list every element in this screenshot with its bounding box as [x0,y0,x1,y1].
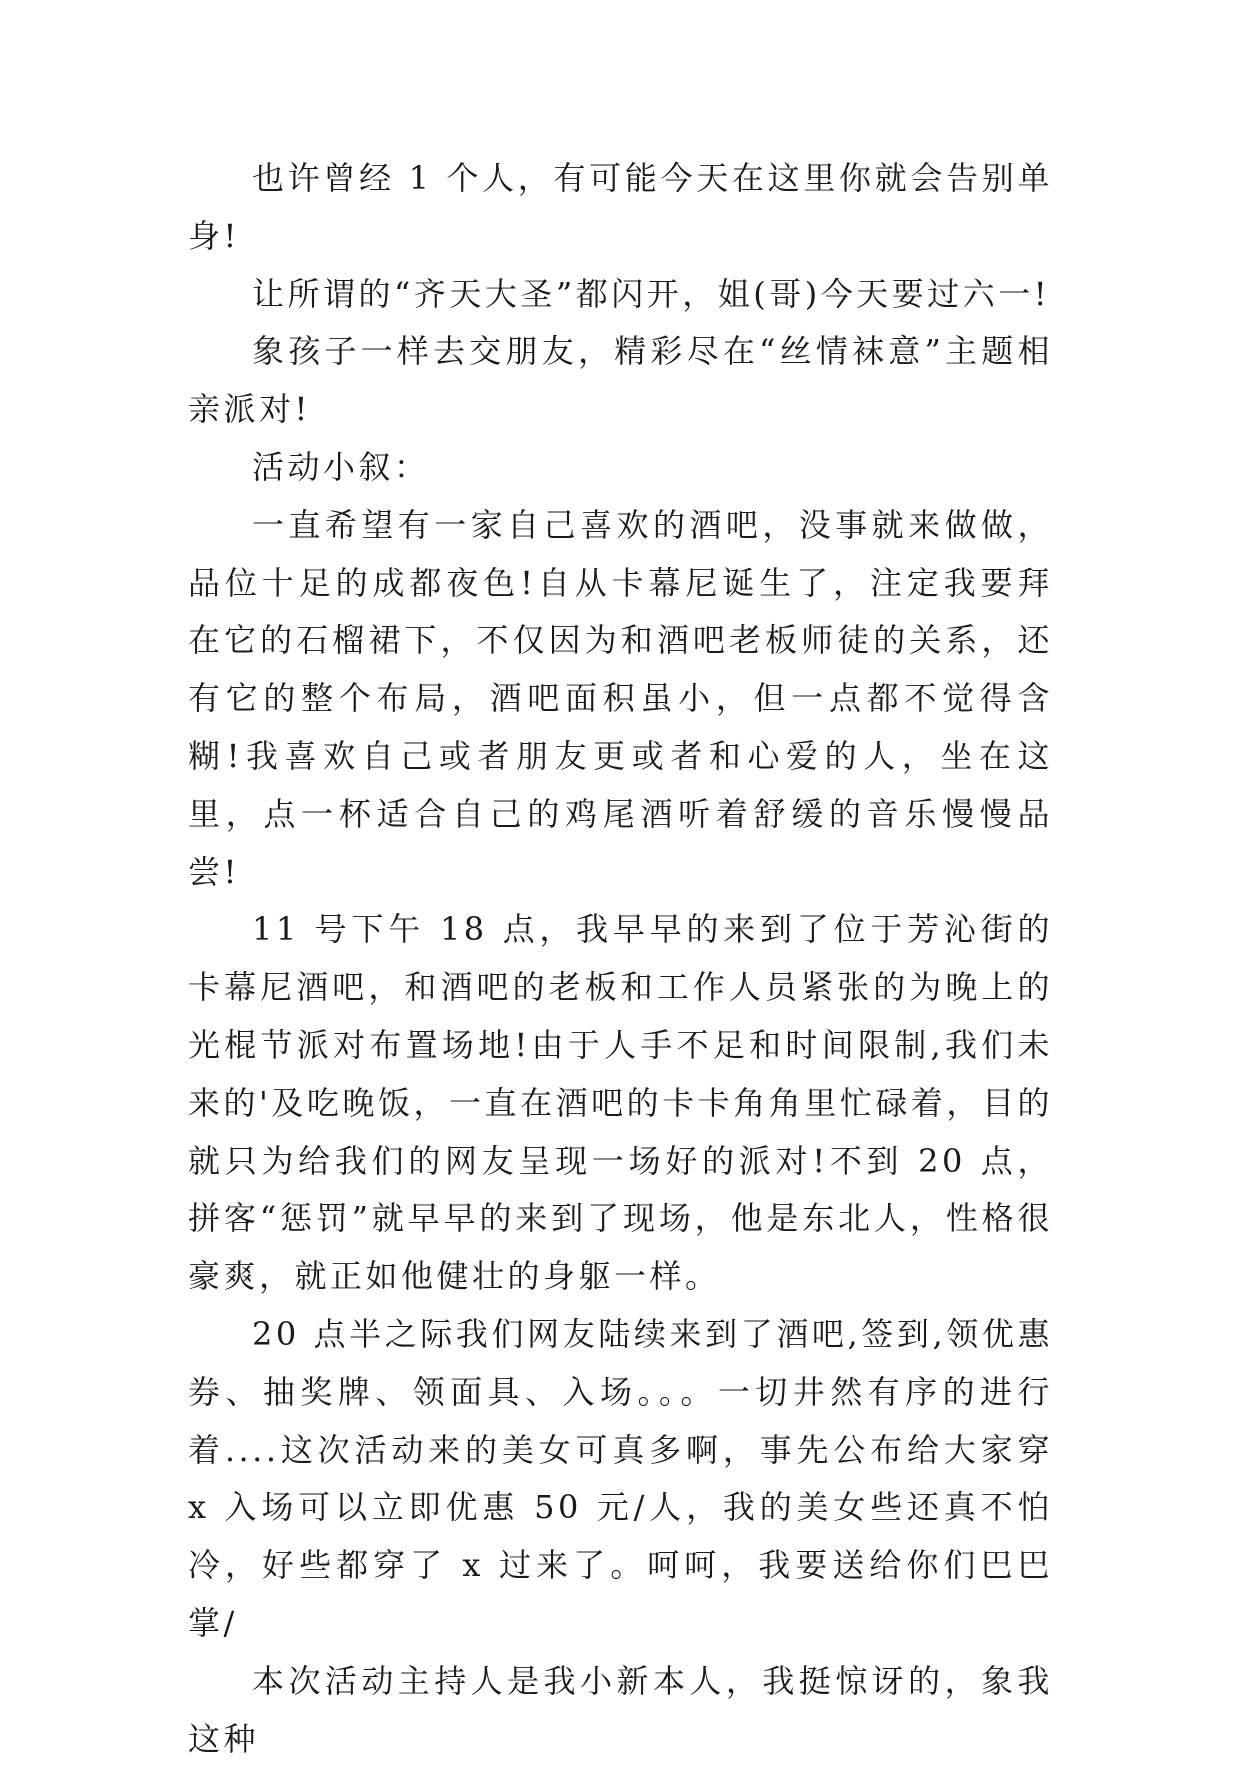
paragraph-theme-party: 象孩子一样去交朋友，精彩尽在“丝情袜意”主题相亲派对! [188,332,1053,429]
paragraph-childrens-day: 让所谓的“齐天大圣”都闪开，姐(哥)今天要过六一! [252,274,1051,313]
paragraph-host: 本次活动主持人是我小新本人，我挺惊讶的，象我这种 [188,1661,1053,1758]
paragraph-bar-intro: 一直希望有一家自己喜欢的酒吧，没事就来做做，品位十足的成都夜色!自从卡幕尼诞生了，注定我要拜在它的石榴裙下，不仅因为和酒吧老板师徒的关系，还有它的整个布局，酒吧面积虽小，但一点都不觉得含糊!我喜欢自己或者朋友更或者和心爱的人，坐在这里，点一杯适合自己的鸡尾酒听着舒缓的音乐慢慢品尝! [188,505,1053,891]
document-body [188,150,1053,1768]
paragraph-single-goodbye: 也许曾经 1 个人，有可能今天在这里你就会告别单身! [188,159,1053,255]
paragraph-activity-heading: 活动小叙： [252,447,430,486]
paragraph-arrival: 20 点半之际我们网友陆续来到了酒吧,签到,领优惠券、抽奖牌、领面具、入场。。。一切井然有序的进行着....这次活动来的美女可真多啊，事先公布给大家穿 x 入场可以立即优惠 50 元/人，我的美女些还真不怕冷，好些都穿了 x 过来了。呵呵，我要送给你们巴巴掌/ [188,1314,1053,1642]
paragraph-preparation: 11 号下午 18 点，我早早的来到了位于芳沁街的卡幕尼酒吧，和酒吧的老板和工作人员紧张的为晚上的光棍节派对布置场地!由于人手不足和时间限制,我们未来的'及吃晚饭，一直在酒吧的卡卡角角里忙碌着，目的就只为给我们的网友呈现一场好的派对!不到 20 点，拼客“惩罚”就早早的来到了现场，他是东北人，性格很豪爽，就正如他健壮的身躯一样。 [188,910,1053,1296]
